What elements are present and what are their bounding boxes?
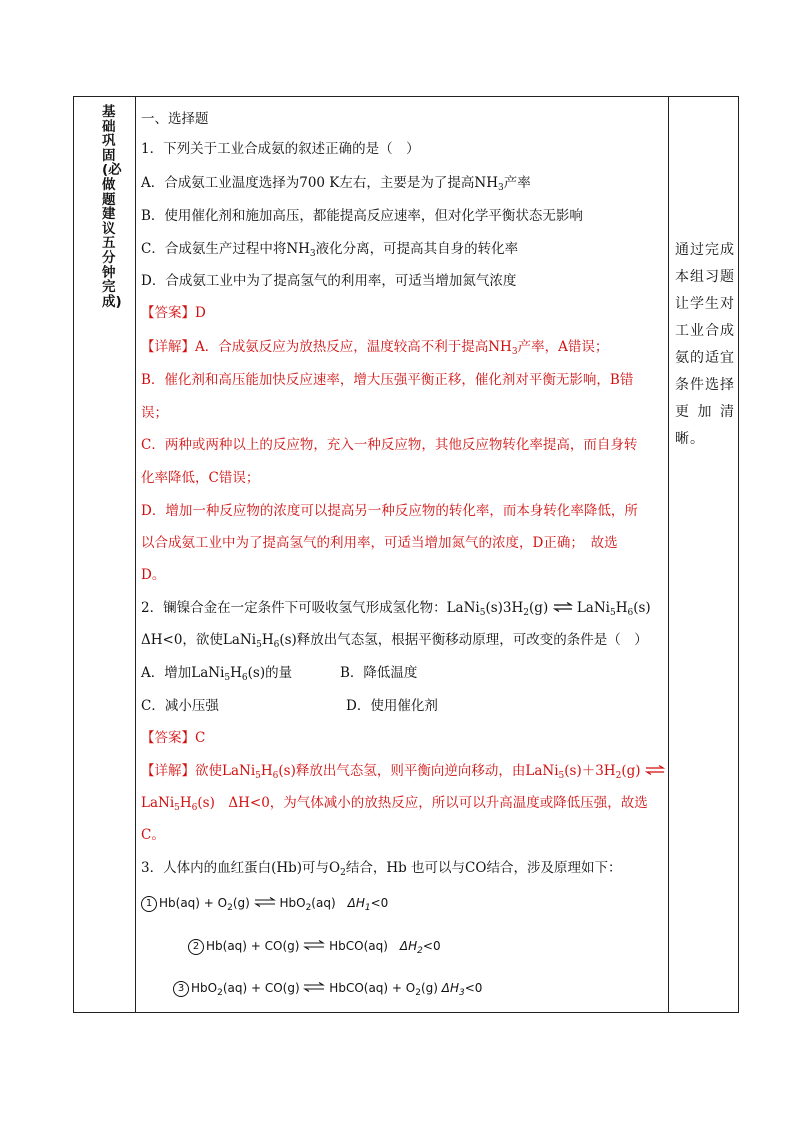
q1-detail: 误；	[141, 405, 168, 421]
q2-stem-line2: ΔH<0，欲使$LaNi_5H_6(s)$释放出气态氢，根据平衡移动原理，可改变的条件是（ ）	[141, 632, 648, 650]
equilibrium-arrow-icon	[303, 982, 325, 992]
circled-number: 3	[173, 981, 189, 997]
circled-number: 2	[188, 939, 204, 955]
q1-detail: 化率降低，C错误；	[141, 470, 260, 486]
q2-detail: $LaNi_5H_6(s)$ ΔH<0，为气体减小的放热反应，所以可以升高温度或降低压强，故选	[141, 795, 648, 813]
q1-detail: 【详解】A．合成氨反应为放热反应，温度较高不利于提高$NH_3$产率，A错误；	[141, 339, 609, 357]
equilibrium-arrow-icon	[303, 940, 325, 950]
q3-equation-2: 2 Hb(aq) + CO(g) HbCO(aq) $\Delta H_2<0$	[188, 937, 441, 955]
q2-answer: 【答案】C	[141, 730, 206, 746]
q1-option-a: A．合成氨工业温度选择为700 K左右，主要是为了提高$NH_3$产率	[141, 175, 531, 193]
q3-equation-1: 1 $Hb(aq) + O_2(g)$ HbO$_2$(aq) $\Delta H_1<0$	[141, 894, 388, 912]
q2-option-c: C．减小压强	[141, 698, 219, 714]
column-divider-right	[668, 97, 669, 1012]
q3-equation-3: 3 HbO$_2$(aq) + CO(g) HbCO(aq) + $O_2(g)$ $\Delta H_3<0$	[173, 981, 482, 997]
q1-detail: D．增加一种反应物的浓度可以提高另一种反应物的转化率，而本身转化率降低，所	[141, 503, 638, 519]
equilibrium-arrow-icon	[553, 602, 573, 612]
q1-detail: C．两种或两种以上的反应物，充入一种反应物，其他反应物转化率提高，而自身转	[141, 437, 638, 453]
note-line: 更 加 清	[675, 404, 735, 420]
note-line: 本组习题	[675, 269, 735, 285]
q1-answer: 【答案】D	[141, 305, 206, 321]
note-line: 条件选择	[675, 377, 735, 393]
q1-option-d: D．合成氨工业中为了提高氢气的利用率，可适当增加氮气浓度	[141, 273, 517, 289]
circled-number: 1	[141, 896, 157, 912]
q2-detail: C。	[141, 827, 165, 843]
q1-detail: 以合成氨工业中为了提高氢气的利用率，可适当增加氮气的浓度，D正确； 故选	[141, 535, 618, 551]
section-title: 一、选择题	[141, 111, 209, 127]
q1-option-c: C．合成氨生产过程中将$NH_3$液化分离，可提高其自身的转化率	[141, 241, 519, 259]
q2-detail: 【详解】欲使$LaNi_5H_6(s)$释放出气态氢，则平衡向逆向移动，由$LaNi_5(s)+3H_2(g)$	[141, 759, 665, 779]
q1-option-b: B．使用催化剂和施加高压，都能提高反应速率，但对化学平衡状态无影响	[141, 208, 583, 224]
teaching-note	[675, 237, 735, 453]
exercise-table	[73, 96, 739, 1013]
note-line: 晰。	[675, 431, 705, 447]
q2-stem: 2．镧镍合金在一定条件下可吸收氢气形成氢化物：$LaNi_5(s)3H_2(g)$ $LaNi_5H_6(s)$	[141, 600, 651, 618]
q1-detail: B．催化剂和高压能加快反应速率，增大压强平衡正移，催化剂对平衡无影响，B错	[141, 372, 634, 388]
q1-stem: 1．下列关于工业合成氨的叙述正确的是（ ）	[141, 141, 420, 157]
note-line: 氨的适宜	[675, 350, 735, 366]
q3-stem: 3．人体内的血红蛋白(Hb)可与$O_2$结合，Hb 也可以与CO结合，涉及原理如下：	[141, 860, 622, 878]
q2-option-a: A．增加$LaNi_5H_6(s)$的量	[141, 665, 293, 683]
q2-option-d: D．使用催化剂	[346, 698, 438, 714]
note-line: 通过完成	[675, 242, 735, 258]
column-divider-left	[135, 97, 136, 1012]
q2-option-b: B．降低温度	[340, 665, 418, 681]
q1-detail: D。	[141, 567, 166, 583]
section-side-label: 基础巩固(必做题建议五分钟完成)	[102, 104, 122, 310]
note-line: 让学生对	[675, 296, 735, 312]
note-line: 工业合成	[675, 323, 735, 339]
equilibrium-arrow-icon	[254, 897, 276, 907]
equilibrium-arrow-icon	[645, 765, 665, 775]
